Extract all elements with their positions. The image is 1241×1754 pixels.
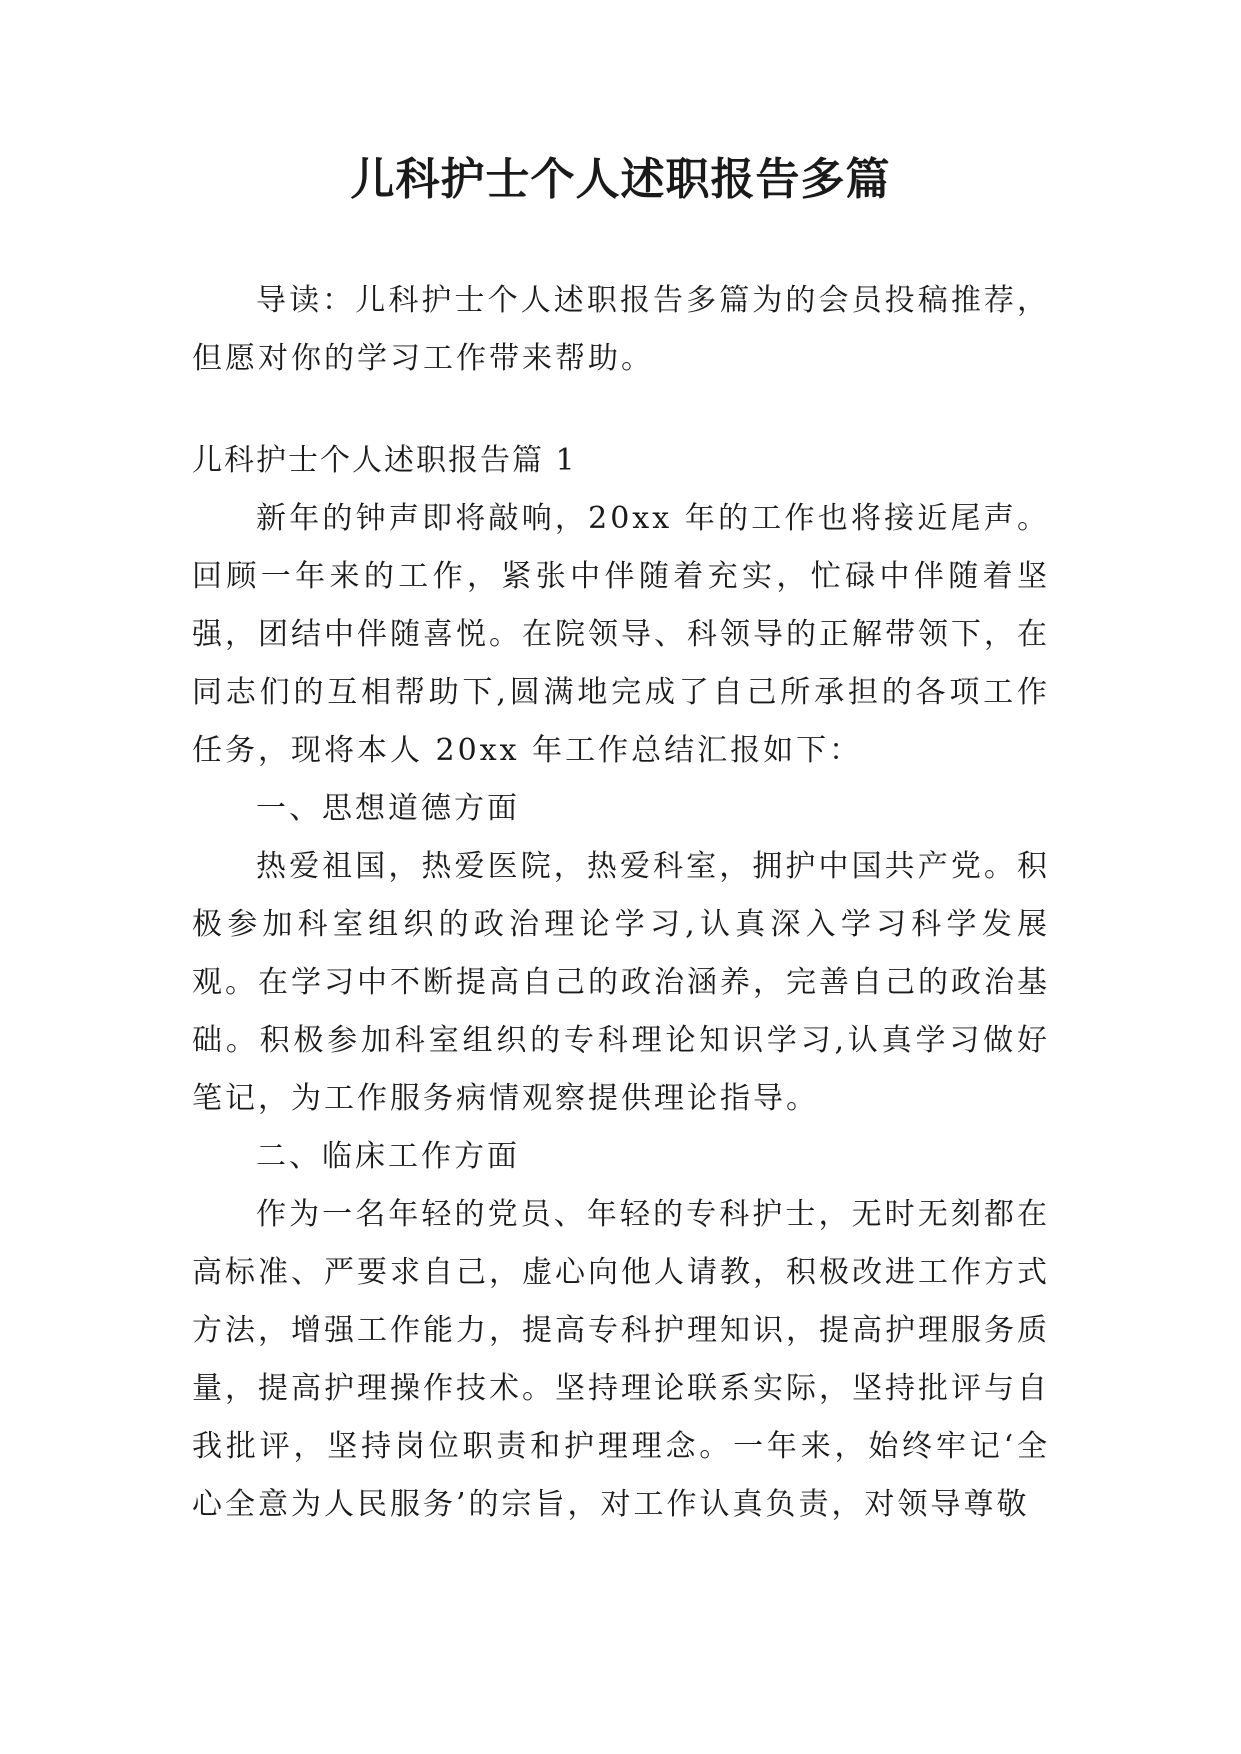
section-title: 儿科护士个人述职报告篇 1 xyxy=(192,443,577,478)
heading-clinical-work: 二、临床工作方面 xyxy=(256,1139,520,1174)
heading-ideology: 一、思想道德方面 xyxy=(256,791,520,826)
document-body xyxy=(192,272,1050,1534)
body-paragraph-1: 新年的钟声即将敲响，20xx 年的工作也将接近尾声。回顾一年来的工作，紧张中伴随着充实，忙碌中伴随着坚强，团结中伴随喜悦。在院领导、科领导的正解带领下，在同志们的互相帮助下,圆满地完成了自己所承担的各项工作任务，现将本人 20xx 年工作总结汇报如下： xyxy=(192,501,1050,768)
intro-paragraph: 导读：儿科护士个人述职报告多篇为的会员投稿推荐，但愿对你的学习工作带来帮助。 xyxy=(192,283,1050,376)
document-title: 儿科护士个人述职报告多篇 xyxy=(350,154,891,205)
body-paragraph-3: 作为一名年轻的党员、年轻的专科护士，无时无刻都在高标准、严要求自己，虚心向他人请教，积极改进工作方式方法，增强工作能力，提高专科护理知识，提高护理服务质量，提高护理操作技术。坚持理论联系实际，坚持批评与自我批评，坚持岗位职责和护理理念。一年来，始终牢记‘全心全意为人民服务’的宗旨，对工作认真负责，对领导尊敬 xyxy=(192,1197,1050,1522)
body-paragraph-2: 热爱祖国，热爱医院，热爱科室，拥护中国共产党。积极参加科室组织的政治理论学习,认真深入学习科学发展观。在学习中不断提高自己的政治涵养，完善自己的政治基础。积极参加科室组织的专科理论知识学习,认真学习做好笔记，为工作服务病情观察提供理论指导。 xyxy=(192,849,1050,1116)
